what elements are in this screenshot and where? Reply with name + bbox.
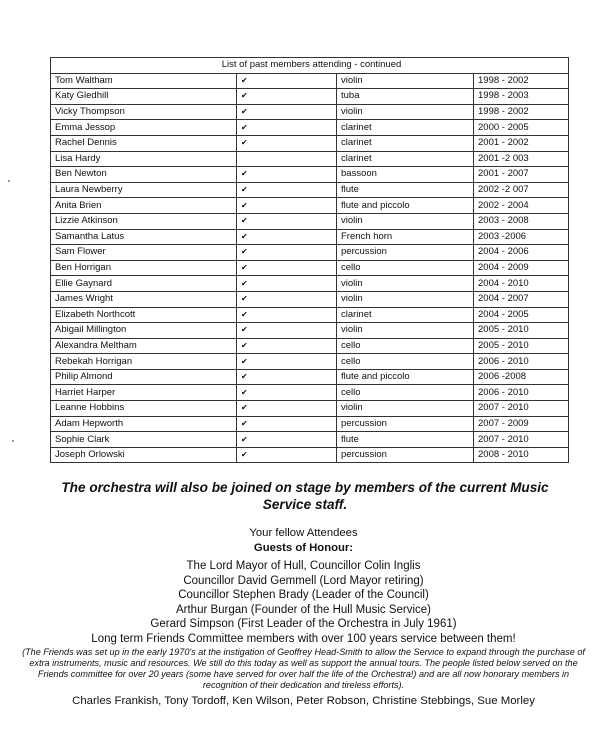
table-row	[51, 291, 569, 307]
table-header-row	[51, 58, 569, 74]
member-instrument: cello	[337, 385, 474, 401]
attendance-tick: ✔	[237, 307, 337, 323]
attendance-tick: ✔	[237, 73, 337, 89]
past-members-table	[50, 57, 569, 463]
attendance-tick: ✔	[237, 416, 337, 432]
member-name: Rebekah Horrigan	[51, 354, 237, 370]
attendance-tick: ✔	[237, 245, 337, 261]
member-instrument: percussion	[337, 245, 474, 261]
member-instrument: flute	[337, 182, 474, 198]
member-years: 1998 - 2002	[474, 73, 569, 89]
member-name: Katy Gledhill	[51, 89, 237, 105]
guest-line: Councillor David Gemmell (Lord Mayor retiring)	[183, 574, 424, 587]
member-instrument: clarinet	[337, 307, 474, 323]
attendance-tick: ✔	[237, 260, 337, 276]
member-years: 2001 - 2002	[474, 135, 569, 151]
member-name: Adam Hepworth	[51, 416, 237, 432]
guest-line: Arthur Burgan (Founder of the Hull Music Service)	[175, 603, 432, 616]
member-instrument: violin	[337, 276, 474, 292]
table-row	[51, 120, 569, 136]
member-instrument: cello	[337, 338, 474, 354]
table-row	[51, 401, 569, 417]
table-body	[51, 73, 569, 463]
member-name: Sam Flower	[51, 245, 237, 261]
member-instrument: violin	[337, 73, 474, 89]
attendance-tick: ✔	[237, 135, 337, 151]
guest-line: The Lord Mayor of Hull, Councillor Colin Inglis	[186, 560, 421, 572]
table-row	[51, 260, 569, 276]
table-row	[51, 432, 569, 448]
member-years: 2006 - 2010	[474, 354, 569, 370]
attendance-tick	[237, 151, 337, 167]
member-name: Leanne Hobbins	[51, 401, 237, 417]
table-row	[51, 229, 569, 245]
table-row	[51, 104, 569, 120]
member-years: 2003 -2006	[474, 229, 569, 245]
table-row	[51, 385, 569, 401]
attendance-tick: ✔	[237, 167, 337, 183]
member-years: 2008 - 2010	[474, 447, 569, 463]
attendance-tick: ✔	[237, 213, 337, 229]
table-row	[51, 213, 569, 229]
guest-line: Long term Friends Committee members with over 100 years service between them!	[91, 632, 516, 645]
member-instrument: flute and piccolo	[337, 369, 474, 385]
member-name: Lizzie Atkinson	[51, 213, 237, 229]
attendance-tick: ✔	[237, 229, 337, 245]
member-name: Philip Almond	[51, 369, 237, 385]
attendees-section	[20, 526, 587, 708]
member-instrument: percussion	[337, 416, 474, 432]
stage-note: The orchestra will also be joined on stage by members of the current Music Service staff.	[61, 480, 549, 512]
member-name: Elizabeth Northcott	[51, 307, 237, 323]
attendance-tick: ✔	[237, 354, 337, 370]
attendance-tick: ✔	[237, 323, 337, 339]
member-years: 2007 - 2010	[474, 432, 569, 448]
friends-note: (The Friends was set up in the early 1970's at the instigation of Geoffrey Head-Smith to allow the Service to expand through the purchase of extra instruments, music and resources. We still do this today as well as support the annual tours. The people listed below served on the Friends committee for over 20 years (some have served for over half the life of the Orchestra!) and are all now honorary members in recognition of their dedication and tireless efforts).	[22, 646, 585, 691]
table-row	[51, 151, 569, 167]
member-name: Emma Jessop	[51, 120, 237, 136]
member-name: Anita Brien	[51, 198, 237, 214]
attendance-tick: ✔	[237, 291, 337, 307]
member-years: 2002 - 2004	[474, 198, 569, 214]
member-years: 2004 - 2005	[474, 307, 569, 323]
member-instrument: cello	[337, 260, 474, 276]
scan-speck	[8, 180, 10, 182]
member-name: Tom Waltham	[51, 73, 237, 89]
table-row	[51, 354, 569, 370]
member-years: 2004 - 2007	[474, 291, 569, 307]
table-row	[51, 369, 569, 385]
member-name: Joseph Orlowski	[51, 447, 237, 463]
attendance-tick: ✔	[237, 198, 337, 214]
table-row	[51, 73, 569, 89]
scan-speck	[12, 440, 14, 442]
attendance-tick: ✔	[237, 385, 337, 401]
table-row	[51, 307, 569, 323]
member-years: 1998 - 2003	[474, 89, 569, 105]
member-instrument: French horn	[337, 229, 474, 245]
member-years: 2002 -2 007	[474, 182, 569, 198]
attendance-tick: ✔	[237, 120, 337, 136]
member-name: Abigail Millington	[51, 323, 237, 339]
member-instrument: violin	[337, 291, 474, 307]
member-years: 2007 - 2009	[474, 416, 569, 432]
member-name: Laura Newberry	[51, 182, 237, 198]
member-years: 2004 - 2009	[474, 260, 569, 276]
attendance-tick: ✔	[237, 182, 337, 198]
attendance-tick: ✔	[237, 447, 337, 463]
attendance-tick: ✔	[237, 276, 337, 292]
table-header: List of past members attending - continued	[51, 58, 569, 74]
member-name: Lisa Hardy	[51, 151, 237, 167]
member-instrument: violin	[337, 104, 474, 120]
table-row	[51, 276, 569, 292]
member-name: James Wright	[51, 291, 237, 307]
member-instrument: tuba	[337, 89, 474, 105]
member-name: Alexandra Meltham	[51, 338, 237, 354]
member-name: Ellie Gaynard	[51, 276, 237, 292]
member-instrument: violin	[337, 323, 474, 339]
member-years: 2007 - 2010	[474, 401, 569, 417]
table-row	[51, 182, 569, 198]
member-years: 2003 - 2008	[474, 213, 569, 229]
member-years: 2006 - 2010	[474, 385, 569, 401]
table-row	[51, 447, 569, 463]
member-years: 2001 -2 003	[474, 151, 569, 167]
member-instrument: clarinet	[337, 151, 474, 167]
guests-of-honour-heading: Guests of Honour:	[253, 541, 354, 554]
member-instrument: clarinet	[337, 120, 474, 136]
member-years: 2000 - 2005	[474, 120, 569, 136]
member-years: 1998 - 2002	[474, 104, 569, 120]
attendance-tick: ✔	[237, 432, 337, 448]
committee-names: Charles Frankish, Tony Tordoff, Ken Wilson, Peter Robson, Christine Stebbings, Sue Morley	[72, 694, 535, 707]
member-name: Rachel Dennis	[51, 135, 237, 151]
table-row	[51, 167, 569, 183]
member-instrument: violin	[337, 213, 474, 229]
member-instrument: violin	[337, 401, 474, 417]
guest-line: Gerard Simpson (First Leader of the Orchestra in July 1961)	[150, 618, 457, 631]
member-name: Samantha Latus	[51, 229, 237, 245]
member-years: 2005 - 2010	[474, 338, 569, 354]
member-name: Sophie Clark	[51, 432, 237, 448]
member-years: 2006 -2008	[474, 369, 569, 385]
member-name: Ben Newton	[51, 167, 237, 183]
table-row	[51, 245, 569, 261]
attendees-heading: Your fellow Attendees	[249, 527, 358, 539]
member-years: 2005 - 2010	[474, 323, 569, 339]
table-row	[51, 135, 569, 151]
table-row	[51, 198, 569, 214]
member-name: Harriet Harper	[51, 385, 237, 401]
guest-line: Councillor Stephen Brady (Leader of the Council)	[178, 589, 429, 602]
member-instrument: cello	[337, 354, 474, 370]
member-years: 2001 - 2007	[474, 167, 569, 183]
attendance-tick: ✔	[237, 338, 337, 354]
member-instrument: bassoon	[337, 167, 474, 183]
attendance-tick: ✔	[237, 401, 337, 417]
attendance-tick: ✔	[237, 104, 337, 120]
member-instrument: flute and piccolo	[337, 198, 474, 214]
member-instrument: flute	[337, 432, 474, 448]
member-instrument: clarinet	[337, 135, 474, 151]
table-row	[51, 89, 569, 105]
attendance-tick: ✔	[237, 89, 337, 105]
member-instrument: percussion	[337, 447, 474, 463]
guests-list	[20, 559, 587, 647]
member-name: Ben Horrigan	[51, 260, 237, 276]
member-years: 2004 - 2006	[474, 245, 569, 261]
table-row	[51, 338, 569, 354]
table-row	[51, 323, 569, 339]
member-years: 2004 - 2010	[474, 276, 569, 292]
table-row	[51, 416, 569, 432]
attendance-tick: ✔	[237, 369, 337, 385]
member-name: Vicky Thompson	[51, 104, 237, 120]
